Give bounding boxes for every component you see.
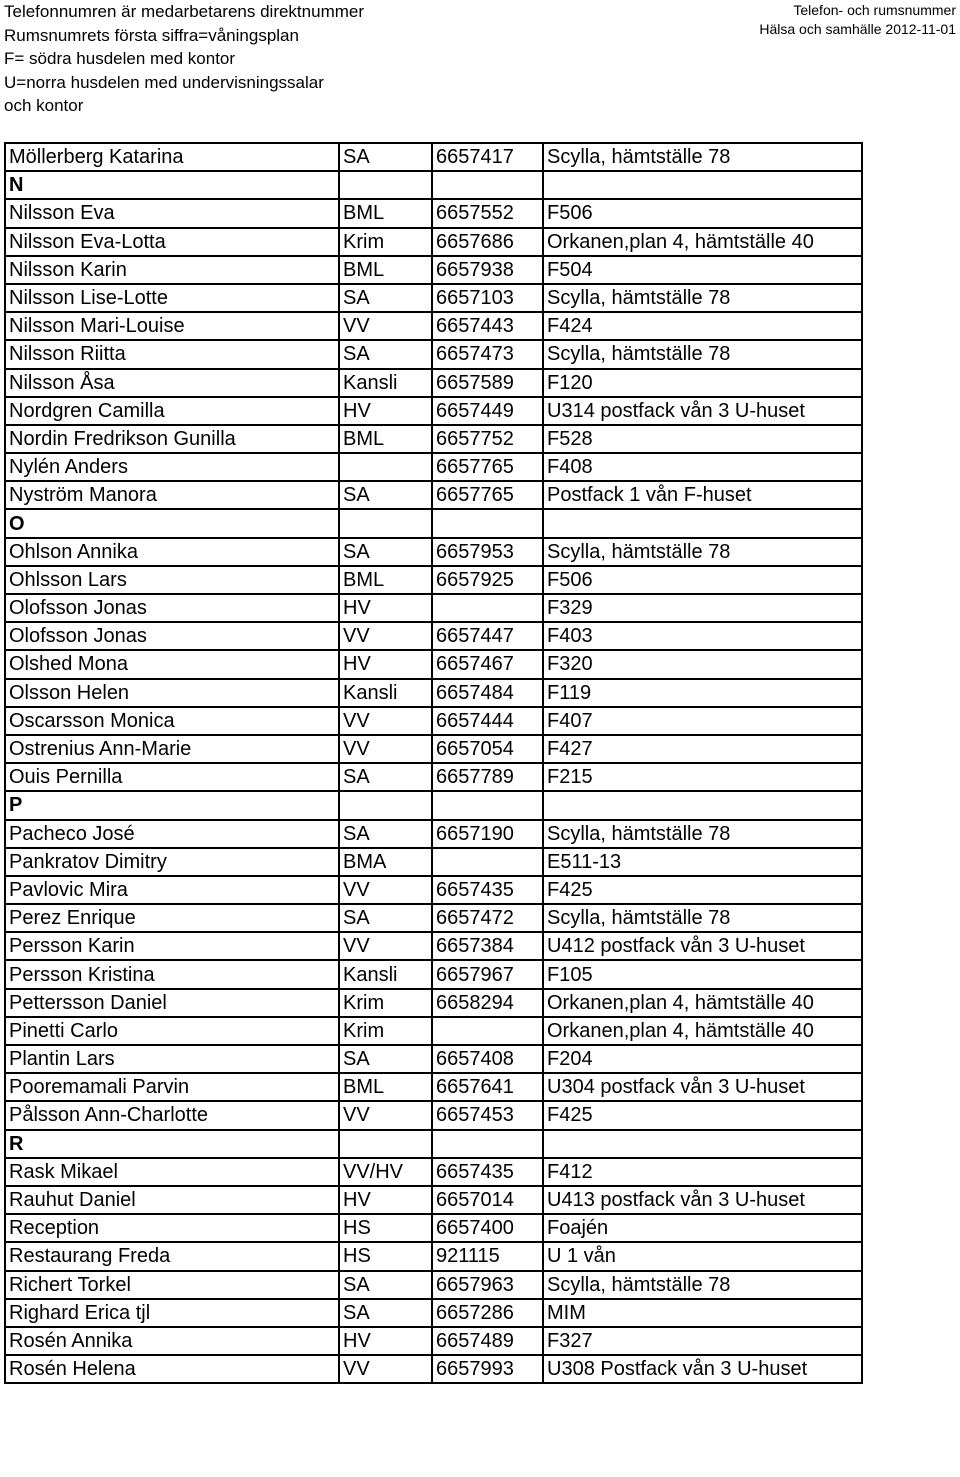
cell-name: P xyxy=(5,791,339,819)
cell-department: VV xyxy=(339,622,432,650)
cell-phone: 6657286 xyxy=(432,1299,543,1327)
table-row xyxy=(5,284,862,312)
cell-department: VV xyxy=(339,932,432,960)
cell-phone: 6657444 xyxy=(432,707,543,735)
header-title-block xyxy=(759,1,956,39)
cell-name: Pooremamali Parvin xyxy=(5,1073,339,1101)
cell-department: SA xyxy=(339,340,432,368)
cell-name: N xyxy=(5,171,339,199)
cell-department xyxy=(339,791,432,819)
cell-name: Pinetti Carlo xyxy=(5,1017,339,1045)
cell-room: Scylla, hämtställe 78 xyxy=(543,340,862,368)
cell-department: HV xyxy=(339,594,432,622)
cell-room: F528 xyxy=(543,425,862,453)
cell-department: HV xyxy=(339,1186,432,1214)
table-row xyxy=(5,650,862,678)
cell-room: F506 xyxy=(543,199,862,227)
cell-name: Ohlsson Lars xyxy=(5,566,339,594)
cell-room: Orkanen,plan 4, hämtställe 40 xyxy=(543,989,862,1017)
cell-name: Olshed Mona xyxy=(5,650,339,678)
cell-department: VV xyxy=(339,312,432,340)
cell-room: Foajén xyxy=(543,1214,862,1242)
cell-room: F329 xyxy=(543,594,862,622)
cell-name: Nilsson Eva xyxy=(5,199,339,227)
cell-name: Pavlovic Mira xyxy=(5,876,339,904)
table-row xyxy=(5,707,862,735)
cell-room: F119 xyxy=(543,679,862,707)
cell-phone: 6657449 xyxy=(432,397,543,425)
table-row xyxy=(5,1186,862,1214)
table-row xyxy=(5,228,862,256)
cell-room: U308 Postfack vån 3 U-huset xyxy=(543,1355,862,1383)
section-letter-row xyxy=(5,171,862,199)
cell-room: Scylla, hämtställe 78 xyxy=(543,284,862,312)
cell-name: Plantin Lars xyxy=(5,1045,339,1073)
cell-name: Pacheco José xyxy=(5,820,339,848)
cell-phone: 6657641 xyxy=(432,1073,543,1101)
cell-phone: 6657789 xyxy=(432,763,543,791)
table-row xyxy=(5,679,862,707)
cell-phone: 6657938 xyxy=(432,256,543,284)
cell-name: O xyxy=(5,509,339,537)
cell-phone: 6657435 xyxy=(432,1158,543,1186)
cell-department: VV xyxy=(339,707,432,735)
section-letter-row xyxy=(5,509,862,537)
table-row xyxy=(5,481,862,509)
cell-room: MIM xyxy=(543,1299,862,1327)
cell-department: BML xyxy=(339,566,432,594)
cell-department xyxy=(339,453,432,481)
cell-name: Pettersson Daniel xyxy=(5,989,339,1017)
cell-name: Olsson Helen xyxy=(5,679,339,707)
directory-table-body xyxy=(5,143,862,1383)
cell-department: SA xyxy=(339,1299,432,1327)
cell-phone xyxy=(432,791,543,819)
cell-name: Nilsson Eva-Lotta xyxy=(5,228,339,256)
cell-phone: 6658294 xyxy=(432,989,543,1017)
cell-room: F320 xyxy=(543,650,862,678)
cell-phone: 6657765 xyxy=(432,481,543,509)
table-row xyxy=(5,622,862,650)
cell-department: BML xyxy=(339,199,432,227)
cell-department: Kansli xyxy=(339,679,432,707)
cell-name: Pankratov Dimitry xyxy=(5,848,339,876)
cell-department xyxy=(339,509,432,537)
table-row xyxy=(5,1045,862,1073)
cell-name: Rauhut Daniel xyxy=(5,1186,339,1214)
cell-name: Nyström Manora xyxy=(5,481,339,509)
cell-room: F506 xyxy=(543,566,862,594)
cell-name: Olofsson Jonas xyxy=(5,622,339,650)
cell-name: Persson Kristina xyxy=(5,960,339,988)
cell-room: F408 xyxy=(543,453,862,481)
cell-phone xyxy=(432,1017,543,1045)
cell-name: Nilsson Riitta xyxy=(5,340,339,368)
table-row xyxy=(5,453,862,481)
table-row xyxy=(5,1158,862,1186)
cell-phone: 6657967 xyxy=(432,960,543,988)
cell-department: VV xyxy=(339,1355,432,1383)
cell-room xyxy=(543,171,862,199)
document-subtitle: Hälsa och samhälle 2012-11-01 xyxy=(759,21,956,37)
table-row xyxy=(5,876,862,904)
cell-department xyxy=(339,1130,432,1158)
cell-department xyxy=(339,171,432,199)
cell-room: F204 xyxy=(543,1045,862,1073)
cell-phone: 6657054 xyxy=(432,735,543,763)
cell-department: Kansli xyxy=(339,369,432,397)
cell-phone: 6657384 xyxy=(432,932,543,960)
cell-room: F120 xyxy=(543,369,862,397)
directory-table xyxy=(4,142,863,1384)
cell-room xyxy=(543,1130,862,1158)
cell-phone: 6657400 xyxy=(432,1214,543,1242)
cell-name: Restaurang Freda xyxy=(5,1242,339,1270)
cell-phone xyxy=(432,1130,543,1158)
cell-phone: 6657473 xyxy=(432,340,543,368)
cell-department: HV xyxy=(339,1327,432,1355)
note-line: Rumsnumrets första siffra=våningsplan xyxy=(4,25,299,45)
cell-name: Nilsson Karin xyxy=(5,256,339,284)
cell-room: Scylla, hämtställe 78 xyxy=(543,904,862,932)
cell-name: Nilsson Åsa xyxy=(5,369,339,397)
cell-department: BML xyxy=(339,425,432,453)
cell-room: E511-13 xyxy=(543,848,862,876)
cell-name: Möllerberg Katarina xyxy=(5,143,339,171)
cell-name: Nordin Fredrikson Gunilla xyxy=(5,425,339,453)
cell-phone xyxy=(432,848,543,876)
cell-department: SA xyxy=(339,904,432,932)
cell-name: Perez Enrique xyxy=(5,904,339,932)
table-row xyxy=(5,989,862,1017)
cell-department: VV xyxy=(339,1101,432,1129)
table-row xyxy=(5,566,862,594)
cell-name: Rosén Annika xyxy=(5,1327,339,1355)
cell-room: F424 xyxy=(543,312,862,340)
cell-department: Krim xyxy=(339,1017,432,1045)
cell-name: Ostrenius Ann-Marie xyxy=(5,735,339,763)
cell-department: HV xyxy=(339,397,432,425)
cell-phone: 6657589 xyxy=(432,369,543,397)
cell-phone: 6657552 xyxy=(432,199,543,227)
cell-name: Ouis Pernilla xyxy=(5,763,339,791)
table-row xyxy=(5,1073,862,1101)
cell-name: Nordgren Camilla xyxy=(5,397,339,425)
cell-room: Scylla, hämtställe 78 xyxy=(543,538,862,566)
cell-room: F105 xyxy=(543,960,862,988)
cell-name: Nilsson Lise-Lotte xyxy=(5,284,339,312)
table-row xyxy=(5,594,862,622)
cell-room xyxy=(543,509,862,537)
cell-room: Scylla, hämtställe 78 xyxy=(543,1271,862,1299)
cell-department: SA xyxy=(339,763,432,791)
cell-department: SA xyxy=(339,284,432,312)
cell-phone xyxy=(432,594,543,622)
table-row xyxy=(5,199,862,227)
cell-name: Olofsson Jonas xyxy=(5,594,339,622)
table-row xyxy=(5,1355,862,1383)
cell-phone: 6657963 xyxy=(432,1271,543,1299)
cell-phone: 6657489 xyxy=(432,1327,543,1355)
cell-room: Orkanen,plan 4, hämtställe 40 xyxy=(543,228,862,256)
cell-phone: 921115 xyxy=(432,1242,543,1270)
cell-phone: 6657467 xyxy=(432,650,543,678)
cell-name: Ohlson Annika xyxy=(5,538,339,566)
cell-room: F403 xyxy=(543,622,862,650)
cell-phone: 6657686 xyxy=(432,228,543,256)
cell-department: SA xyxy=(339,1271,432,1299)
cell-department: SA xyxy=(339,481,432,509)
table-row xyxy=(5,735,862,763)
table-row xyxy=(5,1242,862,1270)
cell-phone: 6657443 xyxy=(432,312,543,340)
document-title: Telefon- och rumsnummer xyxy=(793,2,956,18)
cell-department: Krim xyxy=(339,989,432,1017)
table-row xyxy=(5,848,862,876)
cell-room xyxy=(543,791,862,819)
cell-phone: 6657190 xyxy=(432,820,543,848)
note-line: och kontor xyxy=(4,96,84,115)
cell-room: U304 postfack vån 3 U-huset xyxy=(543,1073,862,1101)
table-row xyxy=(5,312,862,340)
table-row xyxy=(5,1327,862,1355)
table-row xyxy=(5,143,862,171)
cell-room: U412 postfack vån 3 U-huset xyxy=(543,932,862,960)
cell-department: BML xyxy=(339,1073,432,1101)
cell-name: Persson Karin xyxy=(5,932,339,960)
cell-phone: 6657472 xyxy=(432,904,543,932)
table-row xyxy=(5,1299,862,1327)
cell-phone: 6657453 xyxy=(432,1101,543,1129)
cell-phone: 6657408 xyxy=(432,1045,543,1073)
table-row xyxy=(5,1214,862,1242)
cell-room: F412 xyxy=(543,1158,862,1186)
cell-department: HS xyxy=(339,1214,432,1242)
section-letter-row xyxy=(5,791,862,819)
cell-room: Scylla, hämtställe 78 xyxy=(543,143,862,171)
cell-department: Kansli xyxy=(339,960,432,988)
table-row xyxy=(5,1101,862,1129)
header-notes xyxy=(4,0,364,118)
cell-phone: 6657484 xyxy=(432,679,543,707)
table-row xyxy=(5,763,862,791)
cell-phone: 6657752 xyxy=(432,425,543,453)
cell-name: Pålsson Ann-Charlotte xyxy=(5,1101,339,1129)
cell-phone: 6657953 xyxy=(432,538,543,566)
cell-phone xyxy=(432,509,543,537)
cell-department: BML xyxy=(339,256,432,284)
table-row xyxy=(5,932,862,960)
cell-room: F215 xyxy=(543,763,862,791)
cell-room: F427 xyxy=(543,735,862,763)
cell-name: Righard Erica tjl xyxy=(5,1299,339,1327)
cell-department: VV xyxy=(339,876,432,904)
cell-room: Postfack 1 vån F-huset xyxy=(543,481,862,509)
section-letter-row xyxy=(5,1130,862,1158)
cell-phone: 6657417 xyxy=(432,143,543,171)
cell-department: SA xyxy=(339,820,432,848)
note-line: F= södra husdelen med kontor xyxy=(4,49,236,68)
table-row xyxy=(5,340,862,368)
table-row xyxy=(5,1017,862,1045)
cell-department: Krim xyxy=(339,228,432,256)
cell-room: F327 xyxy=(543,1327,862,1355)
cell-phone: 6657014 xyxy=(432,1186,543,1214)
cell-name: Reception xyxy=(5,1214,339,1242)
cell-phone: 6657925 xyxy=(432,566,543,594)
cell-department: SA xyxy=(339,143,432,171)
cell-phone xyxy=(432,171,543,199)
cell-room: U413 postfack vån 3 U-huset xyxy=(543,1186,862,1214)
table-row xyxy=(5,820,862,848)
cell-name: Nilsson Mari-Louise xyxy=(5,312,339,340)
cell-department: BMA xyxy=(339,848,432,876)
table-row xyxy=(5,256,862,284)
cell-room: F407 xyxy=(543,707,862,735)
cell-phone: 6657447 xyxy=(432,622,543,650)
cell-room: F425 xyxy=(543,1101,862,1129)
cell-room: U314 postfack vån 3 U-huset xyxy=(543,397,862,425)
cell-phone: 6657103 xyxy=(432,284,543,312)
table-row xyxy=(5,425,862,453)
cell-department: VV/HV xyxy=(339,1158,432,1186)
cell-room: Orkanen,plan 4, hämtställe 40 xyxy=(543,1017,862,1045)
note-line: U=norra husdelen med undervisningssalar xyxy=(4,72,324,92)
note-line: Telefonnumren är medarbetarens direktnummer xyxy=(4,2,365,21)
cell-name: Oscarsson Monica xyxy=(5,707,339,735)
cell-department: SA xyxy=(339,538,432,566)
cell-room: F504 xyxy=(543,256,862,284)
cell-phone: 6657435 xyxy=(432,876,543,904)
cell-phone: 6657765 xyxy=(432,453,543,481)
table-row xyxy=(5,1271,862,1299)
cell-name: Richert Torkel xyxy=(5,1271,339,1299)
table-row xyxy=(5,397,862,425)
cell-name: Rask Mikael xyxy=(5,1158,339,1186)
cell-name: Rosén Helena xyxy=(5,1355,339,1383)
table-row xyxy=(5,538,862,566)
table-row xyxy=(5,904,862,932)
cell-name: R xyxy=(5,1130,339,1158)
cell-department: HV xyxy=(339,650,432,678)
cell-department: VV xyxy=(339,735,432,763)
table-row xyxy=(5,369,862,397)
cell-department: HS xyxy=(339,1242,432,1270)
cell-department: SA xyxy=(339,1045,432,1073)
cell-name: Nylén Anders xyxy=(5,453,339,481)
cell-room: Scylla, hämtställe 78 xyxy=(543,820,862,848)
table-row xyxy=(5,960,862,988)
cell-room: F425 xyxy=(543,876,862,904)
cell-phone: 6657993 xyxy=(432,1355,543,1383)
cell-room: U 1 vån xyxy=(543,1242,862,1270)
